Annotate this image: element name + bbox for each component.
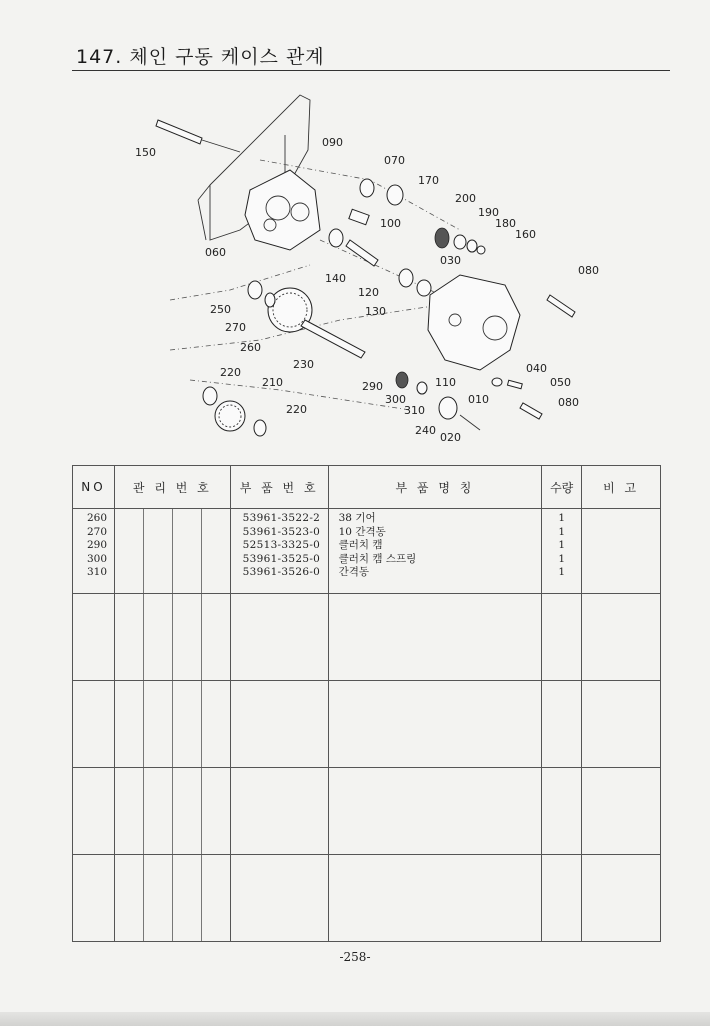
- callout-030: 030: [440, 254, 461, 267]
- callout-190: 190: [478, 206, 499, 219]
- table-header-row: [73, 466, 661, 509]
- callout-230: 230: [293, 358, 314, 371]
- row-qty: 1: [558, 525, 566, 538]
- row-part-number: 53961-3522-2: [242, 512, 321, 524]
- callout-290: 290: [362, 380, 383, 393]
- table-row-empty: [73, 681, 661, 768]
- part-number-cell: [230, 509, 328, 594]
- row-no: 300: [87, 552, 108, 565]
- table-row-empty: [73, 768, 661, 855]
- callout-310: 310: [404, 404, 425, 417]
- scan-edge: [0, 1012, 710, 1026]
- no-cell: [73, 509, 115, 594]
- parts-table: [72, 465, 661, 942]
- title-rule: [72, 70, 670, 71]
- row-part-name: 10 간격동: [338, 525, 386, 538]
- callout-220-bottom: 220: [286, 403, 307, 416]
- row-part-name: 클러치 캠: [338, 539, 383, 551]
- callout-250: 250: [210, 303, 231, 316]
- callout-050: 050: [550, 376, 571, 389]
- callout-060: 060: [205, 246, 226, 259]
- callout-200: 200: [455, 192, 476, 205]
- col-header-qty: 수량: [542, 466, 582, 509]
- callout-260: 260: [240, 341, 261, 354]
- exploded-parts-diagram: [110, 90, 610, 450]
- col-header-part-name: 부 품 명 칭: [328, 466, 542, 509]
- row-no: 260: [87, 512, 108, 524]
- callout-010: 010: [468, 393, 489, 406]
- callout-120: 120: [358, 286, 379, 299]
- callout-020: 020: [440, 431, 461, 444]
- row-part-number: 53961-3525-0: [242, 552, 321, 565]
- callout-300: 300: [385, 393, 406, 406]
- callout-130: 130: [365, 305, 386, 318]
- col-header-part-number: 부 품 번 호: [230, 466, 328, 509]
- col-header-remarks: 비 고: [582, 466, 661, 509]
- callout-100: 100: [380, 217, 401, 230]
- part-name-cell: [328, 509, 542, 594]
- callout-140: 140: [325, 272, 346, 285]
- callout-180: 180: [495, 217, 516, 230]
- row-no: 290: [87, 539, 108, 551]
- row-part-name: 간격동: [338, 566, 370, 578]
- row-no: 270: [87, 525, 108, 538]
- page-number: -258-: [339, 950, 371, 964]
- callout-080-top: 080: [578, 264, 599, 277]
- remarks-cell: [582, 509, 661, 594]
- row-qty: 1: [558, 512, 566, 524]
- callout-170: 170: [418, 174, 439, 187]
- callout-160: 160: [515, 228, 536, 241]
- management-cell: [114, 509, 230, 594]
- callout-220-top: 220: [220, 366, 241, 379]
- row-part-name: 클러치 캠 스프링: [338, 552, 417, 565]
- callout-070: 070: [384, 154, 405, 167]
- row-part-number: 53961-3526-0: [242, 566, 321, 578]
- row-qty: 1: [558, 539, 566, 551]
- row-part-name: 38 기어: [338, 512, 376, 524]
- callout-110: 110: [435, 376, 456, 389]
- callout-150: 150: [135, 146, 156, 159]
- table-row-empty: [73, 594, 661, 681]
- row-qty: 1: [558, 552, 566, 565]
- row-no: 310: [87, 566, 108, 578]
- row-qty: 1: [558, 566, 566, 578]
- row-part-number: 53961-3523-0: [242, 525, 321, 538]
- callout-040: 040: [526, 362, 547, 375]
- callout-080-bottom: 080: [558, 396, 579, 409]
- table-row-empty: [73, 855, 661, 942]
- table-row: [73, 509, 661, 594]
- callout-210: 210: [262, 376, 283, 389]
- row-part-number: 52513-3325-0: [242, 539, 321, 551]
- callout-270: 270: [225, 321, 246, 334]
- callout-090: 090: [322, 136, 343, 149]
- qty-cell: [542, 509, 582, 594]
- page-title: 147. 체인 구동 케이스 관계: [76, 46, 325, 68]
- col-header-management: 관 리 번 호: [114, 466, 230, 509]
- col-header-no: NO: [73, 466, 115, 509]
- callout-240: 240: [415, 424, 436, 437]
